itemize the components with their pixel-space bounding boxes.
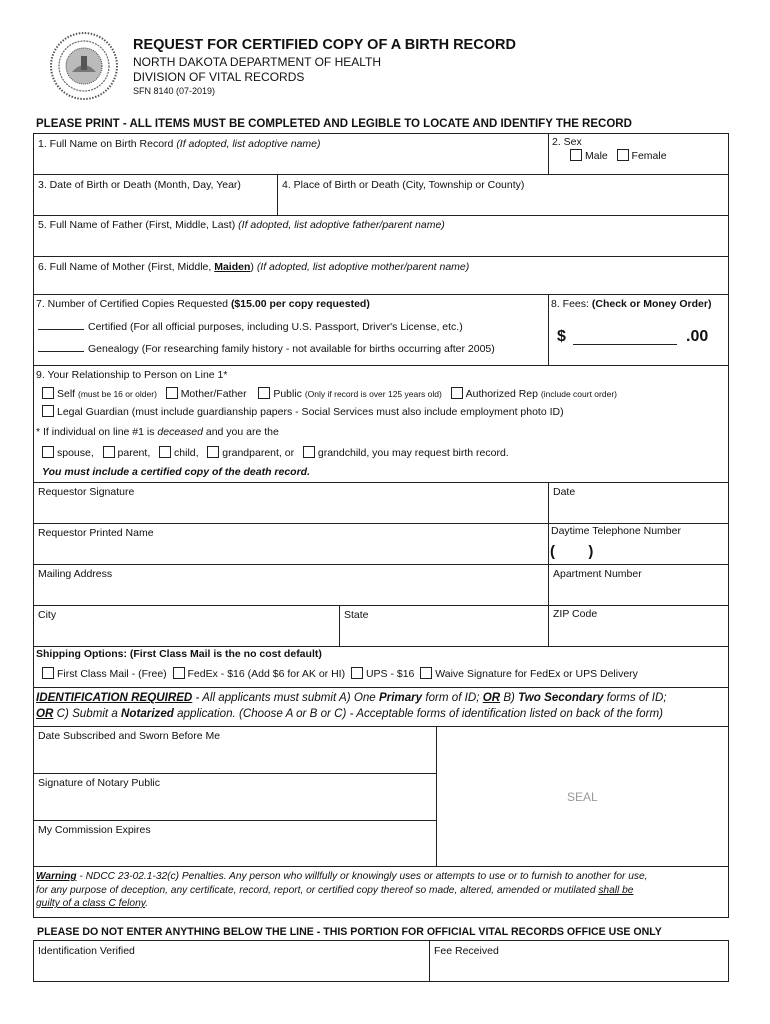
zip-label: ZIP Code — [553, 608, 598, 620]
authorized-rep-checkbox[interactable] — [451, 387, 463, 399]
date-label: Date — [553, 486, 576, 498]
sex-options — [570, 149, 667, 163]
fee-received-label: Fee Received — [434, 945, 499, 957]
genealogy-copies-row: Genealogy (For researching family history - not available for births occurring after 2005) — [38, 341, 495, 356]
shipping-options: First Class Mail - (Free) FedEx - $16 (Add $6 for AK or HI) UPS - $16 Waive Signature for FedEx or UPS Delivery — [42, 667, 638, 681]
grandchild-checkbox[interactable] — [303, 446, 315, 458]
identification-text: IDENTIFICATION REQUIRED - All applicants must submit A) One Primary form of ID; OR B) Two Secondary forms of ID; OR C) Submit a Notarized application. (Choose A or B or C) - Acceptable forms of identification listed on back of the form) — [36, 691, 667, 720]
male-checkbox[interactable] — [570, 149, 582, 161]
death-record-note: You must include a certified copy of the death record. — [42, 466, 310, 478]
field-sex-label: 2. Sex — [552, 136, 582, 148]
grandparent-checkbox[interactable] — [207, 446, 219, 458]
requestor-printed-name-label: Requestor Printed Name — [38, 527, 154, 539]
warning-text: Warning - NDCC 23-02.1-32(c) Penalties. Any person who willfully or knowingly uses or attempts to use or to furnish to another for use, for any purpose of deception, any certificate, record, report, or certified copy thereof so made, altered, amended or mutilated shall be guilty of a class C felony. — [36, 871, 648, 909]
state-seal-logo — [48, 30, 120, 102]
city-label: City — [38, 609, 57, 621]
male-label: Male — [585, 150, 608, 162]
female-checkbox[interactable] — [617, 149, 629, 161]
state-label: State — [344, 609, 369, 621]
requestor-signature-label: Requestor Signature — [38, 486, 135, 498]
mother-father-checkbox[interactable] — [166, 387, 178, 399]
office-use-notice: PLEASE DO NOT ENTER ANYTHING BELOW THE LINE - THIS PORTION FOR OFFICIAL VITAL RECORDS OFFICE USE ONLY — [37, 926, 662, 938]
city-field[interactable] — [33, 605, 340, 647]
self-checkbox[interactable] — [42, 387, 54, 399]
copies-label: 7. Number of Certified Copies Requested ($15.00 per copy requested) — [36, 298, 370, 310]
apartment-number-label: Apartment Number — [553, 568, 642, 580]
certified-copies-row: Certified (For all official purposes, including U.S. Passport, Driver's License, etc.) — [38, 319, 463, 334]
date-sworn-label: Date Subscribed and Sworn Before Me — [38, 730, 221, 742]
division-name: DIVISION OF VITAL RECORDS — [133, 70, 305, 84]
legal-guardian-checkbox[interactable] — [42, 405, 54, 417]
phone-label: Daytime Telephone Number — [551, 525, 681, 537]
field-full-name-label: 1. Full Name on Birth Record (If adopted, list adoptive name) — [38, 138, 321, 150]
waive-signature-checkbox[interactable] — [420, 667, 432, 679]
spouse-checkbox[interactable] — [42, 446, 54, 458]
parent-checkbox[interactable] — [103, 446, 115, 458]
ups-checkbox[interactable] — [351, 667, 363, 679]
seal-label: SEAL — [567, 790, 598, 804]
department-name: NORTH DAKOTA DEPARTMENT OF HEALTH — [133, 55, 382, 69]
form-title: REQUEST FOR CERTIFIED COPY OF A BIRTH RECORD — [133, 37, 516, 53]
relationship-options-1: Self (must be 16 or older) Mother/Father Public (Only if record is over 125 years old) Authorized Rep (include court order) — [42, 387, 617, 401]
identification-verified-label: Identification Verified — [38, 945, 135, 957]
notary-signature-label: Signature of Notary Public — [38, 777, 160, 789]
field-mother-name-label: 6. Full Name of Mother (First, Middle, Maiden) (If adopted, list adoptive mother/parent name) — [38, 261, 470, 273]
mailing-address-label: Mailing Address — [38, 568, 113, 580]
relationship-options-2: Legal Guardian (must include guardianship papers - Social Services must also include employment photo ID) — [42, 405, 564, 419]
print-instruction: PLEASE PRINT - ALL ITEMS MUST BE COMPLETED AND LEGIBLE TO LOCATE AND IDENTIFY THE RECORD — [36, 118, 632, 130]
fees-amount-input[interactable] — [573, 344, 677, 345]
field-father-name-label: 5. Full Name of Father (First, Middle, Last) (If adopted, list adoptive father/parent name) — [38, 219, 445, 231]
commission-expires-label: My Commission Expires — [38, 824, 151, 836]
deceased-note: * If individual on line #1 is deceased and you are the — [36, 426, 279, 438]
genealogy-copies-input[interactable] — [38, 341, 84, 352]
deceased-options: spouse, parent, child, grandparent, or grandchild, you may request birth record. — [42, 446, 509, 460]
phone-area-code: ( ) — [550, 543, 594, 560]
public-checkbox[interactable] — [258, 387, 270, 399]
child-checkbox[interactable] — [159, 446, 171, 458]
fees-dollar: $ — [557, 328, 566, 345]
field-date-of-birth-label: 3. Date of Birth or Death (Month, Day, Year) — [38, 179, 241, 191]
fees-cents: .00 — [686, 328, 709, 345]
fees-label: 8. Fees: (Check or Money Order) — [551, 298, 712, 310]
certified-copies-input[interactable] — [38, 319, 84, 330]
field-place-of-birth-label: 4. Place of Birth or Death (City, Township or County) — [282, 179, 525, 191]
first-class-checkbox[interactable] — [42, 667, 54, 679]
female-label: Female — [631, 150, 667, 162]
relationship-label: 9. Your Relationship to Person on Line 1* — [36, 369, 228, 381]
shipping-title: Shipping Options: (First Class Mail is the no cost default) — [36, 648, 322, 660]
form-number: SFN 8140 (07-2019) — [133, 86, 216, 96]
state-field[interactable] — [339, 605, 549, 647]
fedex-checkbox[interactable] — [173, 667, 185, 679]
